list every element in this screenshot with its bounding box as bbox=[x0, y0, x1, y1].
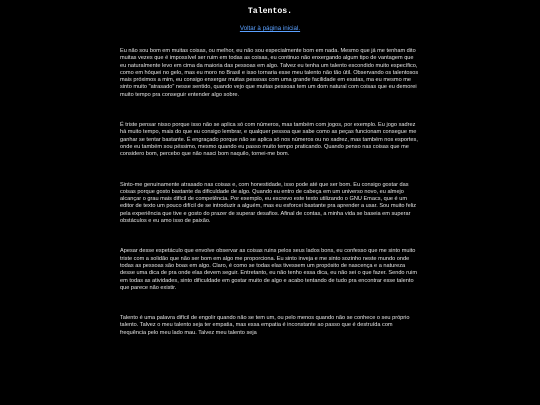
back-link-container bbox=[0, 25, 540, 32]
paragraph-4: Apesar desse espetáculo que envolve observar as coisas ruins pelos seus lados bons, eu confesso que me sinto muito triste com a solidão que não ser bom em algo me proporciona. Eu sinto inveja e me sinto sozinho neste mundo onde todas as pessoas são boas em algo. Claro, é como se todas elas tivessem um propósito de nascença e a natureza desse uma dica de pra onde elas devem seguir. Entretanto, eu não tenho essa dica, eu não sei o que fazer. Sendo ruim em todas as atividades, sinto dificuldade em gostar muito de algo e acabo tentando de tudo pra encontrar esse talento que parece não existir. bbox=[120, 248, 417, 291]
page-title: Talentos. bbox=[247, 7, 293, 16]
back-to-home-link[interactable]: Voltar à página inicial. bbox=[239, 25, 301, 32]
paragraph-2: É triste pensar nisso porque isso não se aplica só com números, mas também com jogos, por exemplo. Eu jogo xadrez há muito tempo, mais do que eu consigo lembrar, e qualquer pessoa que sabe como as peças funcionam consegue me ganhar se tentar bastante. É engraçado porque não se aplica só nos números ou no xadrez, mas também nos esportes, onde eu também sou péssimo, mesmo quando eu passo muito tempo praticando. Quando penso nas coisas que me considero bom, percebo que não nasci bom naquilo, tornei-me bom. bbox=[120, 122, 418, 158]
paragraph-3: Sinto-me genuinamente atrasado nas coisas e, com honestidade, isso pode até que ser bom. Eu consigo gostar das coisas porque gosto bastante da dificuldade de algo. Quando eu entro de cabeça em um universo novo, eu almejo alcançar o grau mais difícil de competência. Por exemplo, eu escrevo este texto utilizando o GNU Emacs, que é um editor de texto um pouco difícil de se introduzir a alguém, mas eu esforcei bastante pra aprender a usar. Sou muito feliz pela experiência que tive e gosto do prazer de superar desafios. Afinal de contas, a minha vida se baseia em superar obstáculos e eu amo isso de paixão. bbox=[120, 181, 417, 225]
paragraph-1: Eu não sou bom em muitas coisas, ou melhor, eu não sou especialmente bom em nada. Mesmo que já me tenham dito muitas vezes que é impossível ser ruim em todas as coisas, eu continuo não enxergando algum tipo de vantagem que eu naturalmente levo em cima da maioria das pessoas em algo. Talvez eu tenha um talento escondido muito específico, como em hóquei no gelo, mas eu moro no Brasil e isso tornaria esse meu talento não tão útil. Observando os talentosos mais próximos a mim, eu consigo enxergar muitas pessoas com uma grande facilidade em exatas, ma eu mesmo me sinto muito "atrasado" nesse sentido, quando vejo que muitas pessoas tem um dom natural com coisas que eu demorei muito tempo pra conseguir entender algo sobre. bbox=[120, 48, 419, 98]
paragraph-5: Talento é uma palavra difícil de engolir quando não se tem um, ou pelo menos quando não se conhece o seu próprio talento. Talvez o meu talento seja ter empatia, mas essa empatia é inconstante ao passo que é destruída com frequência pelo meu lado mau. Talvez meu talento seja bbox=[120, 315, 410, 336]
article-body bbox=[120, 48, 420, 360]
